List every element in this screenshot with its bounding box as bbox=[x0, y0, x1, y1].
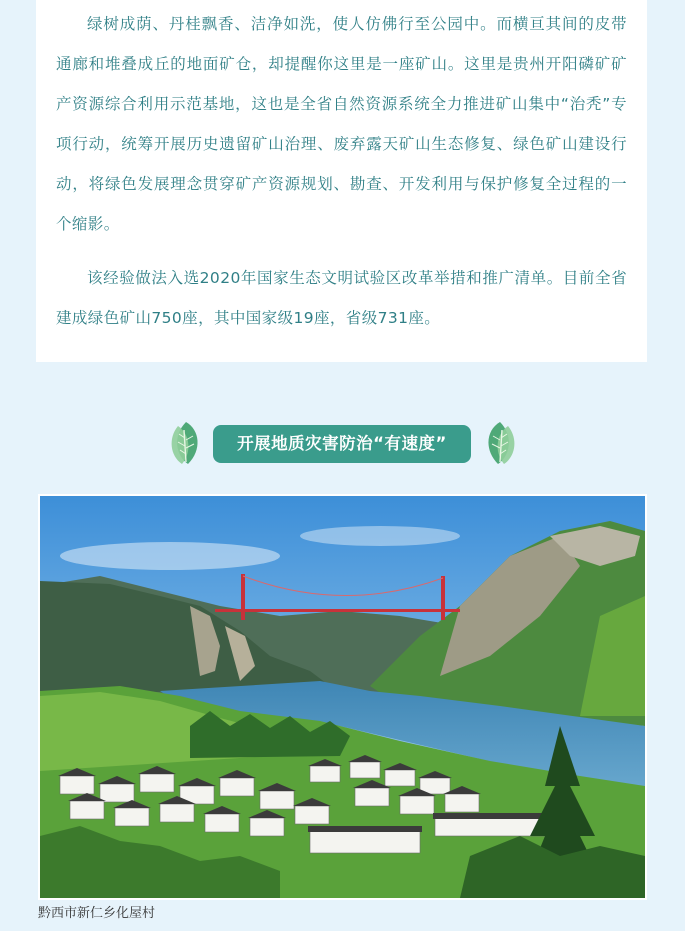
photo-caption: 黔西市新仁乡化屋村 bbox=[38, 906, 156, 921]
leaf-icon bbox=[166, 420, 206, 468]
section-heading-label: 开展地质灾害防治“有速度” bbox=[213, 425, 471, 463]
landscape-photo bbox=[38, 494, 647, 900]
article-paragraph-2: 该经验做法入选2020年国家生态文明试验区改革举措和推广清单。目前全省建成绿色矿山750座，其中国家级19座，省级731座。 bbox=[56, 269, 627, 327]
article-card bbox=[36, 0, 647, 362]
leaf-icon bbox=[480, 420, 520, 468]
section-heading bbox=[0, 420, 685, 470]
article-paragraph-1: 绿树成荫、丹桂飘香、洁净如洗，使人仿佛行至公园中。而横亘其间的皮带通廊和堆叠成丘的地面矿仓，却提醒你这里是一座矿山。这里是贵州开阳磷矿矿产资源综合利用示范基地，这也是全省自然资源系统全力推进矿山集中“治秃”专项行动，统筹开展历史遗留矿山治理、废弃露天矿山生态修复、绿色矿山建设行动，将绿色发展理念贯穿矿产资源规划、勘查、开发利用与保护修复全过程的一个缩影。 bbox=[56, 15, 627, 233]
